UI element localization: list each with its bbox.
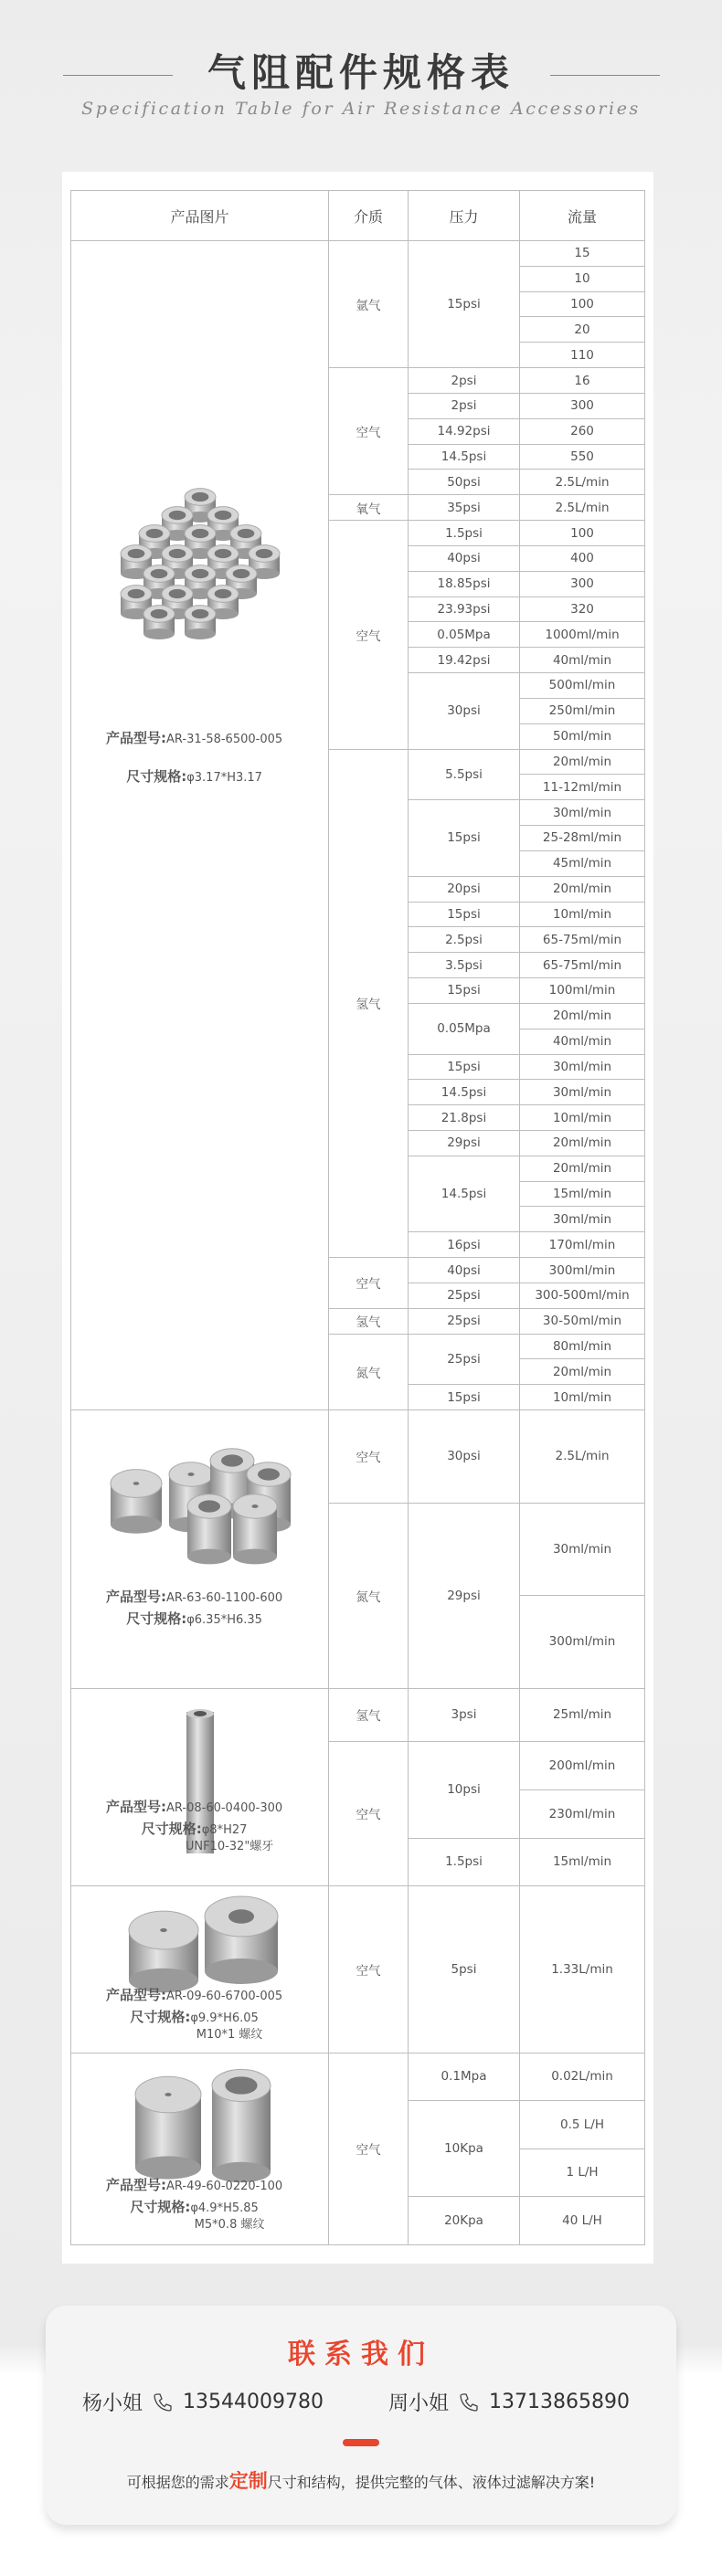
pressure-cell: 25psi [409, 1334, 520, 1385]
size-label: 尺寸规格: [141, 1820, 202, 1837]
pressure-cell: 30psi [409, 1410, 520, 1504]
medium-cell: 空气 [329, 521, 409, 749]
model-label: 产品型号: [106, 1589, 166, 1606]
size-label: 尺寸规格: [126, 1610, 187, 1628]
flow-cell: 30ml/min [520, 1207, 645, 1232]
size-value: φ9.9*H6.05 [190, 2011, 259, 2025]
pressure-cell: 15psi [409, 1054, 520, 1080]
spec-table [70, 190, 645, 2245]
medium-cell: 氢气 [329, 749, 409, 1258]
pressure-cell: 29psi [409, 1503, 520, 1688]
pressure-cell: 29psi [409, 1130, 520, 1156]
pressure-cell: 40psi [409, 545, 520, 571]
medium-cell: 空气 [329, 1885, 409, 2053]
flow-cell: 15ml/min [520, 1838, 645, 1885]
flow-cell: 30ml/min [520, 800, 645, 826]
medium-cell: 空气 [329, 2053, 409, 2244]
product-info [106, 1799, 282, 1855]
pressure-cell: 30psi [409, 673, 520, 749]
product-cell [71, 1885, 329, 2053]
flow-cell: 300 [520, 393, 645, 418]
size-value: φ6.35*H6.35 [186, 1613, 262, 1628]
flow-cell: 320 [520, 596, 645, 622]
model-value: AR-31-58-6500-005 [166, 733, 283, 746]
flow-cell: 20ml/min [520, 1130, 645, 1156]
phone-icon [458, 2391, 480, 2413]
flow-cell: 170ml/min [520, 1232, 645, 1258]
pressure-cell: 1.5psi [409, 1838, 520, 1885]
contact-person [388, 2388, 630, 2416]
pressure-cell: 0.1Mpa [409, 2053, 520, 2101]
flow-cell: 20ml/min [520, 1156, 645, 1181]
pressure-cell: 20psi [409, 876, 520, 902]
flow-cell: 300ml/min [520, 1596, 645, 1689]
phone-icon [152, 2391, 174, 2413]
model-label: 产品型号: [106, 730, 166, 746]
medium-cell: 空气 [329, 1741, 409, 1885]
pressure-cell: 5.5psi [409, 749, 520, 800]
flow-cell: 10ml/min [520, 1385, 645, 1410]
flow-cell: 45ml/min [520, 850, 645, 876]
spec-table-card [62, 172, 653, 2264]
pressure-cell: 2psi [409, 368, 520, 394]
model-label: 产品型号: [106, 2176, 166, 2193]
flow-cell: 50ml/min [520, 723, 645, 749]
pressure-cell: 14.5psi [409, 1080, 520, 1105]
pressure-cell: 14.5psi [409, 444, 520, 470]
pressure-cell: 2psi [409, 393, 520, 418]
pressure-cell: 15psi [409, 241, 520, 368]
flow-cell: 400 [520, 545, 645, 571]
pressure-cell: 19.42psi [409, 648, 520, 673]
flow-cell: 11-12ml/min [520, 775, 645, 800]
medium-cell: 空气 [329, 1410, 409, 1504]
flow-cell: 260 [520, 418, 645, 444]
medium-cell: 氩气 [329, 241, 409, 368]
size-label: 尺寸规格: [130, 2198, 191, 2215]
column-header-image: 产品图片 [71, 191, 329, 241]
pressure-cell: 2.5psi [409, 927, 520, 953]
size-value: φ3.17*H3.17 [186, 771, 262, 785]
flow-cell: 110 [520, 343, 645, 368]
cylinder-array-image [109, 479, 292, 652]
model-label: 产品型号: [106, 1986, 166, 2003]
flow-cell: 2.5L/min [520, 470, 645, 495]
flow-cell: 250ml/min [520, 698, 645, 723]
flow-cell: 65-75ml/min [520, 953, 645, 978]
flow-cell: 15 [520, 241, 645, 267]
table-header-row [71, 191, 645, 241]
plain-cylinders-image [95, 1438, 305, 1575]
flow-cell: 15ml/min [520, 1181, 645, 1207]
flow-cell: 40 L/H [520, 2197, 645, 2245]
contact-person [82, 2388, 324, 2416]
medium-cell: 氮气 [329, 1503, 409, 1688]
flow-cell: 40ml/min [520, 648, 645, 673]
size-value: φ8*H27 [201, 1822, 248, 1837]
flow-cell: 80ml/min [520, 1334, 645, 1359]
flow-cell: 500ml/min [520, 673, 645, 699]
slogan-highlight: 定制 [228, 2470, 268, 2492]
model-value: AR-09-60-6700-005 [166, 1989, 283, 2003]
medium-cell: 空气 [329, 368, 409, 495]
table-row [71, 1688, 645, 1741]
size-label: 尺寸规格: [130, 2008, 191, 2025]
pressure-cell: 1.5psi [409, 521, 520, 546]
flow-cell: 230ml/min [520, 1789, 645, 1838]
pressure-cell: 23.93psi [409, 596, 520, 622]
flow-cell: 100ml/min [520, 978, 645, 1004]
slogan-text: 尺寸和结构，提供完整的气体、液体过滤解决方案! [267, 2474, 596, 2491]
flow-cell: 30ml/min [520, 1054, 645, 1080]
medium-cell: 氧气 [329, 495, 409, 521]
flow-cell: 30ml/min [520, 1080, 645, 1105]
flow-cell: 10 [520, 266, 645, 291]
contact-phone[interactable]: 13544009780 [183, 2391, 324, 2413]
flow-cell: 10ml/min [520, 1105, 645, 1131]
medium-cell: 空气 [329, 1258, 409, 1309]
pressure-cell: 20Kpa [409, 2197, 520, 2245]
flow-cell: 20ml/min [520, 1359, 645, 1385]
column-header-pressure: 压力 [409, 191, 520, 241]
column-header-medium: 介质 [329, 191, 409, 241]
product-cell [71, 1410, 329, 1689]
flow-cell: 2.5L/min [520, 495, 645, 521]
pressure-cell: 18.85psi [409, 571, 520, 596]
pressure-cell: 5psi [409, 1885, 520, 2053]
flow-cell: 300ml/min [520, 1258, 645, 1283]
model-value: AR-49-60-0220-100 [166, 2179, 283, 2193]
product-cell [71, 1688, 329, 1885]
contact-card [46, 2306, 676, 2525]
size-value: M5*0.8 螺纹 [194, 2217, 265, 2232]
flow-cell: 300 [520, 571, 645, 596]
pressure-cell: 40psi [409, 1258, 520, 1283]
flow-cell: 200ml/min [520, 1741, 645, 1789]
pressure-cell: 16psi [409, 1232, 520, 1258]
pressure-cell: 3.5psi [409, 953, 520, 978]
flow-cell: 25ml/min [520, 1688, 645, 1741]
flow-cell: 0.02L/min [520, 2053, 645, 2101]
product-cell [71, 2053, 329, 2244]
flow-cell: 16 [520, 368, 645, 394]
pressure-cell: 0.05Mpa [409, 622, 520, 648]
slogan-text: 可根据您的需求 [126, 2474, 229, 2491]
table-row [71, 1410, 645, 1504]
contact-title: 联系我们 [288, 2338, 434, 2370]
product-cell [71, 241, 329, 1410]
flow-cell: 2.5L/min [520, 1410, 645, 1504]
model-label: 产品型号: [106, 1798, 166, 1815]
pressure-cell: 3psi [409, 1688, 520, 1741]
product-info [106, 1589, 282, 1629]
product-info [106, 730, 282, 787]
medium-cell: 氮气 [329, 1334, 409, 1409]
contact-name: 杨小姐 [82, 2392, 143, 2415]
flow-cell: 30-50ml/min [520, 1308, 645, 1334]
pressure-cell: 25psi [409, 1308, 520, 1334]
pressure-cell: 10Kpa [409, 2101, 520, 2197]
flow-cell: 20ml/min [520, 1003, 645, 1029]
pressure-cell: 0.05Mpa [409, 1003, 520, 1054]
size-value: M10*1 螺纹 [196, 2027, 263, 2042]
pressure-cell: 15psi [409, 902, 520, 927]
model-value: AR-08-60-0400-300 [166, 1800, 283, 1815]
flow-cell: 40ml/min [520, 1029, 645, 1054]
flow-cell: 1.33L/min [520, 1885, 645, 2053]
flow-cell: 300-500ml/min [520, 1283, 645, 1308]
contact-name: 周小姐 [388, 2392, 450, 2415]
product-info [106, 2177, 282, 2233]
flow-cell: 20 [520, 317, 645, 343]
flow-cell: 10ml/min [520, 902, 645, 927]
flow-cell: 30ml/min [520, 1503, 645, 1596]
pressure-cell: 15psi [409, 978, 520, 1004]
pressure-cell: 35psi [409, 495, 520, 521]
pressure-cell: 14.92psi [409, 418, 520, 444]
threaded-screws-image [109, 2063, 292, 2191]
column-header-flow: 流量 [520, 191, 645, 241]
pressure-cell: 10psi [409, 1741, 520, 1838]
medium-cell: 氢气 [329, 1308, 409, 1334]
model-value: AR-63-60-1100-600 [166, 1591, 283, 1606]
flow-cell: 100 [520, 291, 645, 317]
medium-cell: 氢气 [329, 1688, 409, 1741]
flow-cell: 20ml/min [520, 876, 645, 902]
pressure-cell: 15psi [409, 1385, 520, 1410]
pressure-cell: 25psi [409, 1283, 520, 1308]
table-row [71, 1885, 645, 2053]
flow-cell: 1000ml/min [520, 622, 645, 648]
accent-divider [343, 2439, 379, 2446]
flow-cell: 550 [520, 444, 645, 470]
size-value: UNF10-32"螺牙 [185, 1839, 274, 1853]
page-subtitle: Specification Table for Air Resistance Accessories [81, 99, 641, 119]
pressure-cell: 15psi [409, 800, 520, 876]
pressure-cell: 50psi [409, 470, 520, 495]
pressure-cell: 14.5psi [409, 1156, 520, 1231]
page-title: 气阻配件规格表 [207, 50, 515, 95]
flow-cell: 0.5 L/H [520, 2101, 645, 2149]
product-info [106, 1987, 282, 2043]
flow-cell: 100 [520, 521, 645, 546]
flow-cell: 20ml/min [520, 749, 645, 775]
pressure-cell: 21.8psi [409, 1105, 520, 1131]
slogan [46, 2466, 676, 2494]
size-label: 尺寸规格: [126, 768, 187, 785]
table-row [71, 2053, 645, 2101]
size-value: φ4.9*H5.85 [190, 2201, 259, 2215]
table-row [71, 241, 645, 267]
flow-cell: 25-28ml/min [520, 826, 645, 851]
flow-cell: 1 L/H [520, 2148, 645, 2197]
contact-phone[interactable]: 13713865890 [489, 2391, 630, 2413]
flow-cell: 65-75ml/min [520, 927, 645, 953]
